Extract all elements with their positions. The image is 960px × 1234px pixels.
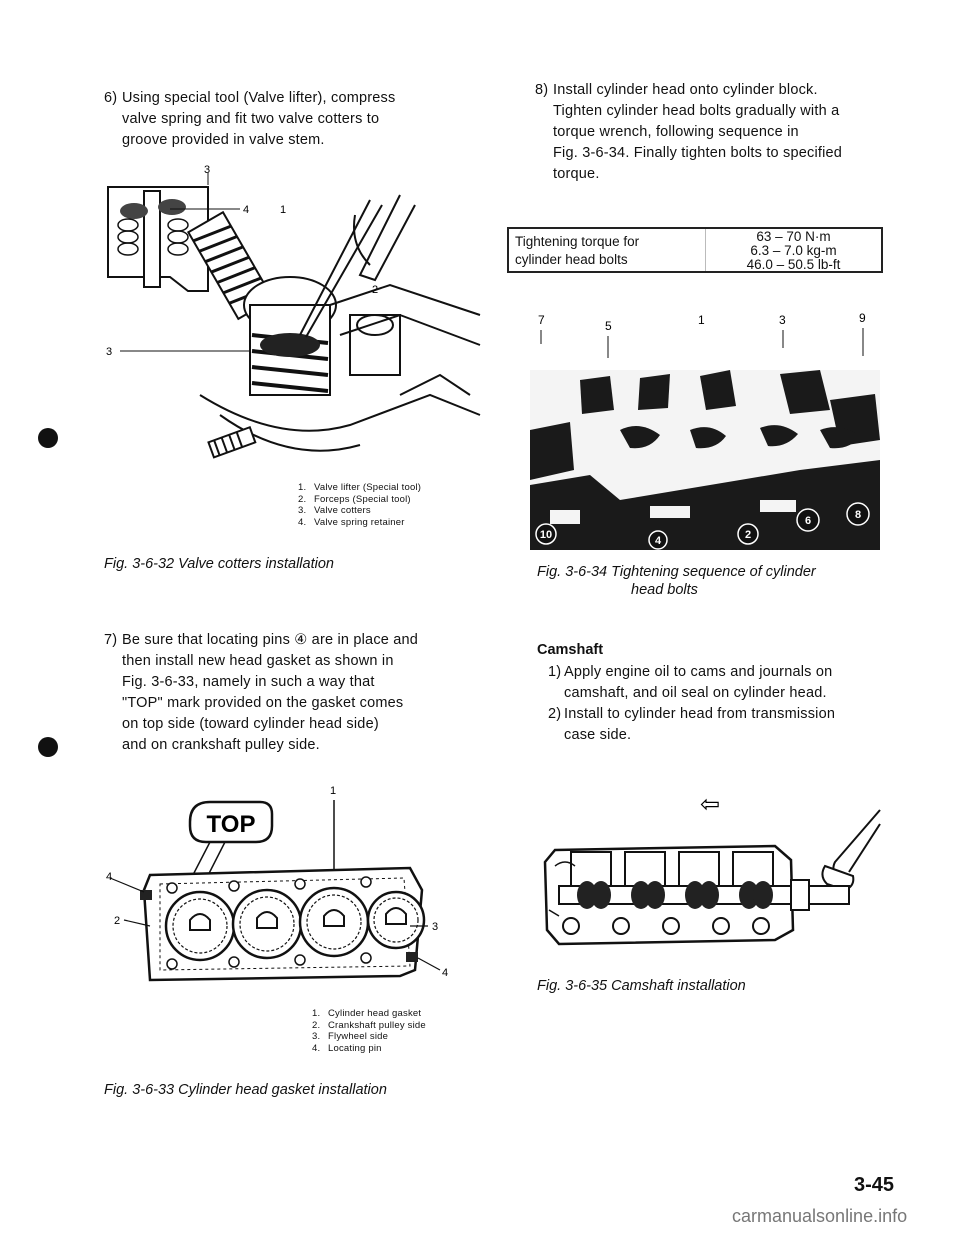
torque-spec-table — [507, 227, 883, 273]
top-mark-label: TOP — [206, 811, 256, 838]
step-number: 1) — [548, 664, 562, 680]
caption-fig-35: Fig. 3-6-35 Camshaft installation — [537, 978, 746, 994]
step-line: valve spring and fit two valve cotters to — [122, 111, 380, 127]
step-line: Install to cylinder head from transmission — [564, 706, 836, 722]
legend-item: 3. Valve cotters — [298, 505, 371, 516]
step-line: Fig. 3-6-34. Finally tighten bolts to specified — [553, 145, 843, 161]
sequence-number-4: 4 — [654, 535, 662, 547]
callout-4: 4 — [243, 204, 250, 216]
binding-hole-top — [38, 428, 58, 448]
camshaft-step-2 — [537, 704, 887, 746]
cylinder-head-photo — [530, 310, 880, 560]
torque-value-kgm: 6.3 – 7.0 kg-m — [750, 243, 837, 258]
step-7 — [104, 630, 464, 756]
step-line: case side. — [564, 727, 632, 743]
step-line: Apply engine oil to cams and journals on — [564, 664, 833, 680]
sequence-number-10: 10 — [539, 529, 553, 541]
torque-value-nm: 63 – 70 N·m — [756, 229, 831, 244]
torque-value-lbft: 46.0 – 50.5 lb-ft — [746, 257, 841, 272]
callout-2: 2 — [114, 915, 121, 927]
legend-item: 2. Forceps (Special tool) — [298, 493, 411, 505]
callout-2: 2 — [372, 284, 379, 296]
callout-3-top: 3 — [204, 164, 211, 176]
figure-valve-cotters — [100, 165, 480, 475]
step-number: 2) — [548, 706, 562, 722]
legend-item: 4. Valve spring retainer — [298, 516, 405, 528]
page-number: 3-45 — [854, 1174, 895, 1196]
figure-head-gasket — [106, 780, 460, 990]
legend-fig-32 — [298, 482, 421, 528]
step-line: Tighten cylinder head bolts gradually with a — [553, 103, 840, 119]
camshaft-step-1 — [537, 662, 887, 704]
sequence-number-8: 8 — [854, 509, 862, 521]
step-line: Fig. 3-6-33, namely in such a way that — [122, 674, 375, 690]
step-8 — [535, 80, 885, 185]
binding-hole-bottom — [38, 737, 58, 757]
gasket-drawing — [106, 780, 460, 990]
step-6 — [104, 88, 464, 151]
legend-item: 3. Flywheel side — [312, 1031, 389, 1042]
step-line: torque. — [553, 166, 600, 182]
sequence-number-1: 1 — [698, 313, 705, 327]
step-line: on top side (toward cylinder head side) — [122, 716, 379, 732]
valve-lifter-drawing — [100, 165, 480, 475]
step-number: 6) — [104, 90, 118, 106]
step-line: Install cylinder head onto cylinder block. — [553, 82, 818, 98]
caption-fig-34: Fig. 3-6-34 Tightening sequence of cylinder head bolts — [537, 564, 816, 598]
legend-item: 2. Crankshaft pulley side — [312, 1019, 426, 1031]
legend-fig-33 — [312, 1008, 426, 1054]
callout-1: 1 — [330, 785, 337, 797]
sequence-number-9: 9 — [859, 311, 866, 325]
step-line: groove provided in valve stem. — [122, 132, 325, 148]
step-line: Be sure that locating pins ④ are in place and — [122, 632, 419, 648]
step-line: torque wrench, following sequence in — [553, 124, 799, 140]
caption-fig-33: Fig. 3-6-33 Cylinder head gasket installation — [104, 1082, 387, 1098]
camshaft-drawing — [535, 780, 885, 970]
sequence-number-3: 3 — [779, 313, 786, 327]
step-line: and on crankshaft pulley side. — [122, 737, 320, 753]
caption-fig-32: Fig. 3-6-32 Valve cotters installation — [104, 556, 334, 572]
step-number: 8) — [535, 82, 549, 98]
direction-arrow-icon: ⇦ — [699, 790, 721, 818]
step-line: "TOP" mark provided on the gasket comes — [122, 695, 404, 711]
legend-item: 4. Locating pin — [312, 1042, 382, 1054]
callout-3: 3 — [432, 921, 439, 933]
sequence-number-5: 5 — [605, 319, 612, 333]
torque-values — [706, 229, 881, 271]
figure-tightening-sequence — [530, 310, 880, 560]
callout-3-left: 3 — [106, 346, 113, 358]
step-line: then install new head gasket as shown in — [122, 653, 394, 669]
legend-item: 1. Valve lifter (Special tool) — [298, 482, 422, 493]
callout-1: 1 — [280, 204, 287, 216]
step-line: camshaft, and oil seal on cylinder head. — [564, 685, 827, 701]
section-heading-camshaft: Camshaft — [537, 642, 604, 658]
sequence-number-2: 2 — [744, 529, 752, 541]
step-number: 7) — [104, 632, 118, 648]
figure-camshaft-installation — [535, 780, 885, 970]
legend-item: 1. Cylinder head gasket — [312, 1008, 422, 1019]
sequence-number-6: 6 — [804, 515, 812, 527]
sequence-number-7: 7 — [538, 313, 545, 327]
step-line: Using special tool (Valve lifter), compress — [122, 90, 396, 106]
torque-label: Tightening torque for cylinder head bolts — [509, 229, 706, 271]
callout-4-left: 4 — [106, 871, 113, 883]
callout-4-right: 4 — [442, 967, 449, 979]
watermark: carmanualsonline.info — [732, 1206, 908, 1226]
